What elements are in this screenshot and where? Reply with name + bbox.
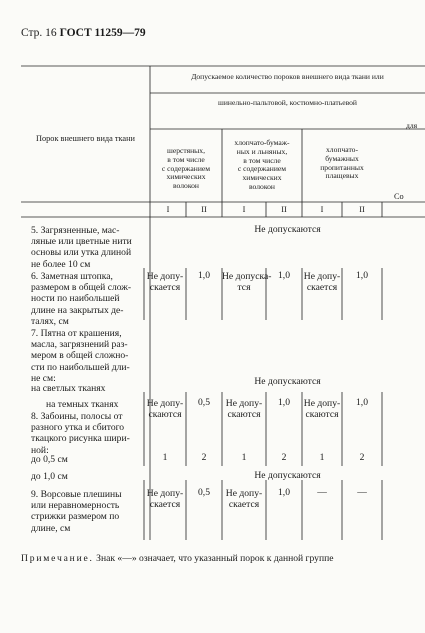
- grade-label: II: [359, 205, 365, 214]
- grade-label: I: [166, 205, 170, 214]
- grade-label: I: [320, 205, 324, 214]
- row-8-label: 8. Забоины, полосы от разного утка и сбитого ткацкого рисунка шири- ной:: [31, 411, 130, 456]
- row-6-c5: Не допу- скается: [303, 271, 341, 293]
- row-8a-label: до 0,5 см: [31, 454, 68, 465]
- row-7-c3: Не допу- скаются: [225, 398, 263, 420]
- row-6-c6: 1,0: [356, 270, 368, 281]
- row-7-dark-label: на темных тканях: [46, 399, 119, 410]
- row-5-value: Не допускаются: [254, 224, 321, 235]
- row-8a-value: 2: [359, 452, 365, 463]
- row-7-c5: Не допу- скаются: [303, 398, 341, 420]
- head-right-fragment2: Со: [394, 192, 404, 201]
- row-6-c2: 1,0: [198, 270, 210, 281]
- row-8a-value: 1: [319, 452, 325, 463]
- row-9-c1: Не допу- скается: [146, 488, 184, 510]
- head-right-fragment: для: [406, 121, 418, 130]
- row-7-light-label: на светлых тканях: [31, 383, 106, 394]
- row-7-c1: Не допу- скаются: [146, 398, 184, 420]
- grade-label: II: [281, 205, 287, 214]
- row-9-label: 9. Ворсовые плешины или неравномерность стрижки размером по длине, см: [31, 489, 122, 534]
- gost-number: ГОСТ 11259—79: [59, 27, 146, 39]
- row-7-c2: 0,5: [198, 397, 210, 408]
- row-7-label: 7. Пятна от крашения, масла, загрязнений раз- мером в общей сложно- сти по наибольшей дли- не см:: [31, 328, 130, 384]
- row-7-light-value: Не допускаются: [254, 376, 321, 387]
- row-6-label: 6. Заметная штопка, размером в общей слож- ности по наибольшей длине на закрытых де- талях, см: [31, 271, 132, 327]
- row-8a-value: 2: [281, 452, 287, 463]
- footnote: [21, 553, 333, 564]
- head-row-label: Порок внешнего вида ткани: [36, 134, 135, 143]
- head-col-cotton: хлопчато-бумаж- ных и льняных, в том числе с содержанием химических волокон: [234, 138, 290, 191]
- row-8b-value: Не допускаются: [254, 470, 321, 481]
- row-8a-value: 2: [201, 452, 207, 463]
- grade-label: II: [201, 205, 207, 214]
- row-9-c6: —: [357, 487, 367, 498]
- row-8a-value: 1: [162, 452, 168, 463]
- row-9-c4: 1,0: [278, 487, 290, 498]
- row-9-c3: Не допу- скается: [225, 488, 263, 510]
- row-6-c4: 1,0: [278, 270, 290, 281]
- row-5-label: 5. Загрязненные, мас- ляные или цветные нити основы или утка длиной не более 10 см: [31, 225, 132, 270]
- head-sub: шинельно-пальтовой, костюмно-платьевой: [218, 98, 357, 107]
- grade-label: I: [242, 205, 246, 214]
- page-number: Стр. 16: [21, 27, 57, 39]
- row-7-c6: 1,0: [356, 397, 368, 408]
- row-8b-label: до 1,0 см: [31, 471, 68, 482]
- head-col-impreg: хлопчато- бумажных пропитанных плащевых: [320, 145, 364, 181]
- row-6-c1: Не допу- скается: [146, 271, 184, 293]
- row-8a-value: 1: [241, 452, 247, 463]
- footnote-text: Знак «—» означает, что указанный порок к данной группе: [96, 553, 334, 564]
- row-7-c4: 1,0: [278, 397, 290, 408]
- row-9-c5: —: [317, 487, 327, 498]
- footnote-label: Примечание.: [21, 553, 94, 564]
- row-9-c2: 0,5: [198, 487, 210, 498]
- head-top: Допускаемое количество пороков внешнего вида ткани или: [191, 72, 384, 81]
- row-6-c3: Не допуска- тся: [222, 271, 272, 293]
- head-col-wool: шерстяных, в том числе с содержанием химических волокон: [161, 146, 211, 191]
